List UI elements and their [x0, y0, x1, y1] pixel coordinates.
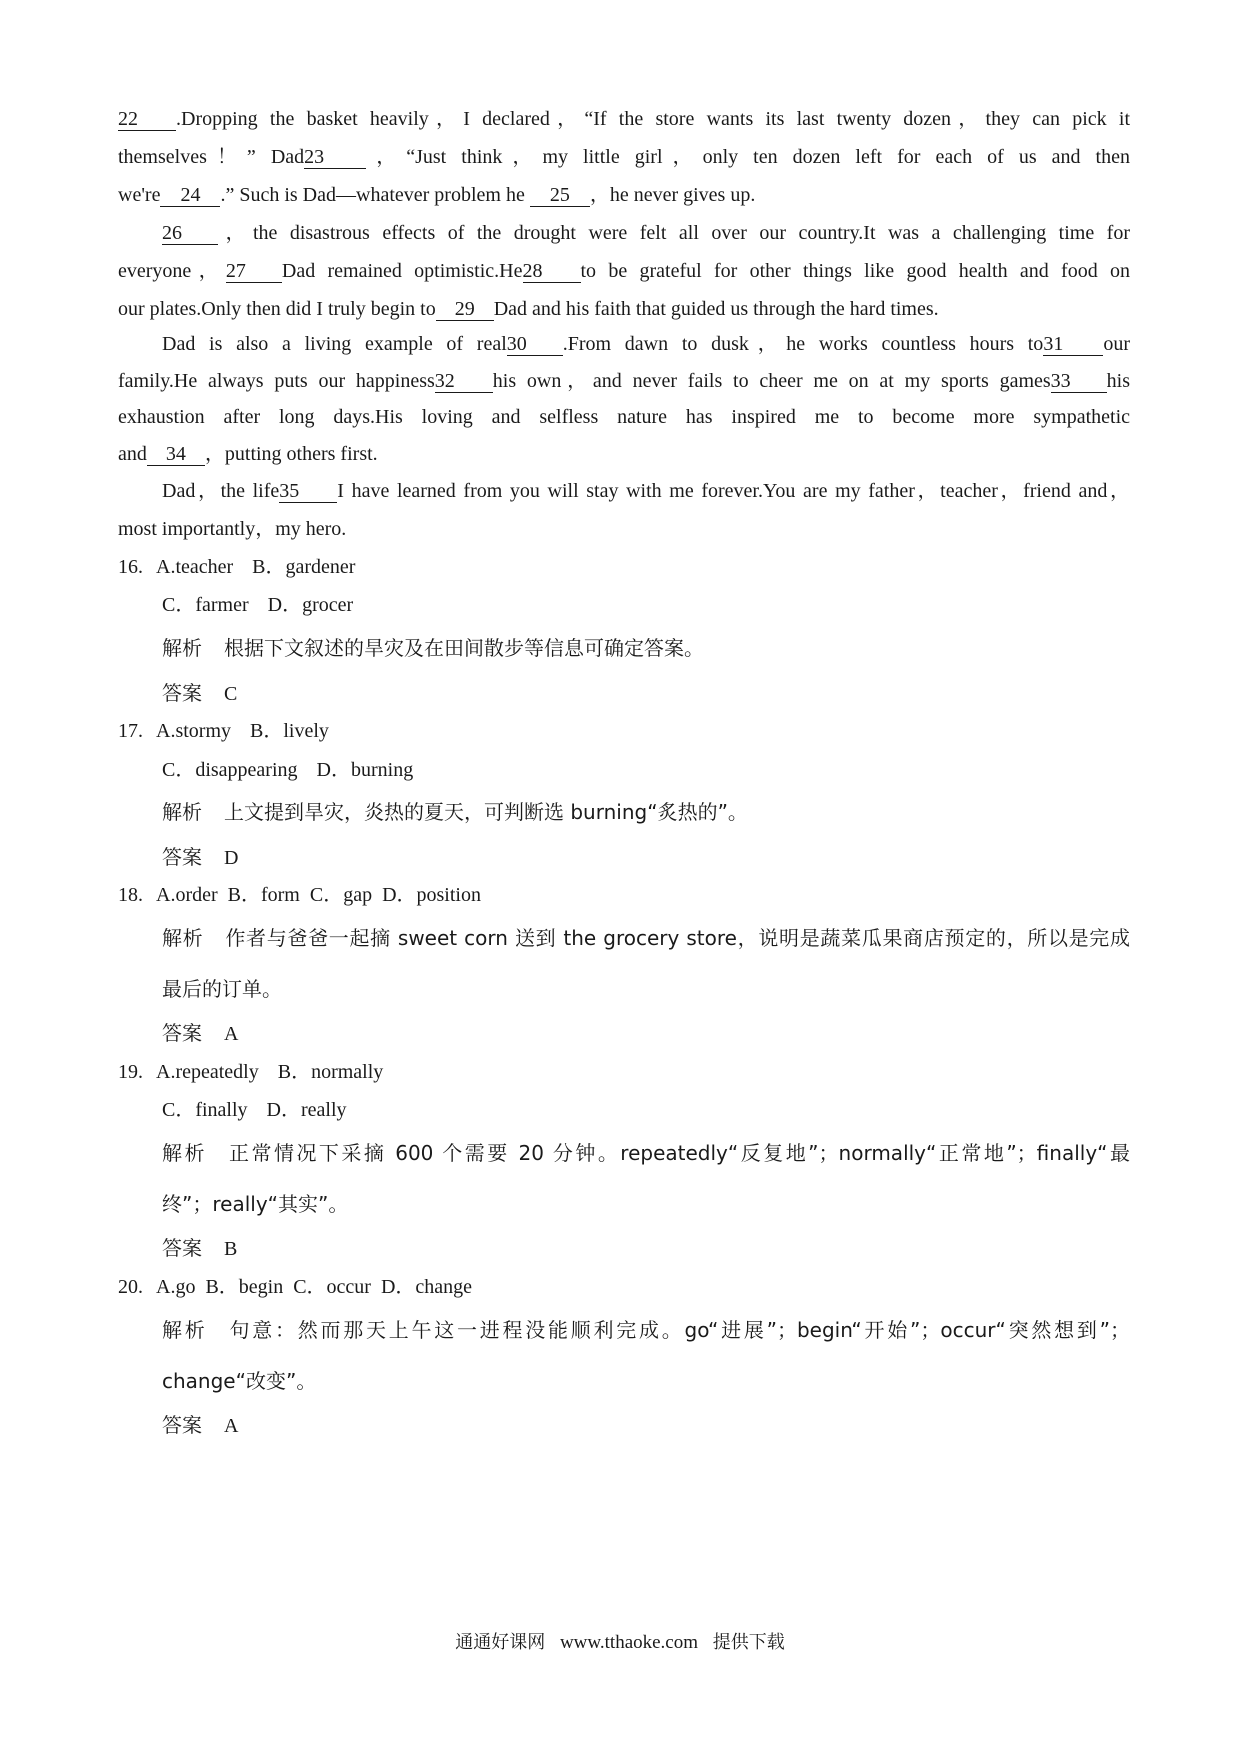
option-a: A.repeatedly	[156, 1061, 259, 1083]
passage-text: to be grateful for other things like good health and food on	[580, 260, 1131, 282]
question-16-analysis	[162, 634, 704, 663]
passage-line	[118, 105, 1130, 133]
option-a: A.teacher	[156, 556, 234, 578]
analysis-label: 解析	[162, 1318, 208, 1342]
question-number: 20.	[118, 1276, 143, 1298]
blank-25: 25	[530, 184, 590, 207]
question-18-analysis	[162, 924, 1130, 953]
footer-site-name: 通通好课网	[455, 1632, 546, 1653]
question-16-options-row1	[118, 553, 355, 581]
blank-34: 34	[147, 443, 205, 466]
passage-text: our	[1103, 333, 1130, 355]
blank-31: 31	[1043, 333, 1103, 356]
passage-text: ，the disastrous effects of the drought were felt all over our country.It was a challenging time for	[218, 222, 1130, 244]
passage-text: ，putting others first.	[204, 443, 378, 465]
blank-27: 27	[226, 260, 282, 283]
passage-text: Dad is also a living example of real	[162, 333, 507, 355]
analysis-label: 解析	[162, 1141, 207, 1165]
answer-value: A	[224, 1023, 239, 1045]
option-d: D．burning	[316, 759, 414, 781]
question-18-options	[118, 881, 481, 909]
page-footer	[0, 1630, 1240, 1656]
blank-26: 26	[162, 222, 218, 245]
passage-text: themselves！” Dad	[118, 146, 305, 168]
passage-line	[118, 143, 1130, 171]
option-c: C．disappearing	[162, 759, 298, 781]
analysis-text: 句意：然而那天上午这一进程没能顺利完成。go“进展”；begin“开始”；occur“突然想到”；	[229, 1318, 1130, 1342]
option-b: B．gardener	[252, 556, 356, 578]
passage-text: Dad and his faith that guided us through the hard times.	[493, 298, 939, 320]
analysis-label: 解析	[162, 926, 204, 950]
passage-line	[118, 181, 755, 209]
option-a: A.stormy	[156, 720, 231, 742]
blank-35: 35	[279, 480, 337, 503]
question-19-options-row1	[118, 1058, 383, 1086]
question-number: 17.	[118, 720, 143, 742]
option-d: D．really	[266, 1099, 347, 1121]
blank-30: 30	[507, 333, 563, 356]
blank-28: 28	[523, 260, 581, 283]
passage-text: family.He always puts our happiness	[118, 370, 435, 392]
passage-line	[118, 367, 1130, 395]
analysis-text: 作者与爸爸一起摘 sweet corn 送到 the grocery store，说明是蔬菜瓜果商店预定的，所以是完成	[225, 926, 1130, 950]
passage-line	[162, 330, 1130, 358]
passage-line	[118, 295, 939, 323]
answer-label: 答案	[162, 1021, 202, 1045]
question-20-answer	[162, 1411, 238, 1440]
option-b: B．lively	[250, 720, 329, 742]
passage-text: ，“Just think，my little girl，only ten dozen left for each of us and then	[366, 146, 1130, 168]
option-d: D．grocer	[267, 594, 354, 616]
blank-29: 29	[436, 298, 494, 321]
passage-line: most importantly，my hero.	[118, 518, 347, 540]
question-17-options-row1	[118, 717, 329, 745]
question-number: 19.	[118, 1061, 143, 1083]
blank-33: 33	[1051, 370, 1107, 393]
answer-label: 答案	[162, 1413, 202, 1437]
analysis-label: 解析	[162, 636, 202, 660]
passage-text: .From dawn to dusk，he works countless hours to	[562, 333, 1044, 355]
question-16-options-row2	[162, 591, 353, 619]
passage-text: our plates.Only then did I truly begin to	[118, 298, 436, 320]
answer-value: C	[224, 683, 238, 705]
question-19-analysis	[162, 1139, 1130, 1168]
question-19-options-row2	[162, 1096, 347, 1124]
answer-label: 答案	[162, 1236, 202, 1260]
passage-text: everyone，	[118, 260, 226, 282]
analysis-text: 最后的订单。	[162, 977, 282, 1001]
answer-label: 答案	[162, 845, 202, 869]
passage-text: I have learned from you will stay with me forever.You are my father，teacher，friend and，	[337, 480, 1130, 502]
passage-text: and	[118, 443, 147, 465]
footer-url[interactable]: www.tthaoke.com	[559, 1632, 699, 1653]
analysis-text: change“改变”。	[162, 1369, 317, 1393]
answer-label: 答案	[162, 681, 202, 705]
passage-text: .” Such is Dad—whatever problem he	[220, 184, 525, 206]
passage-text: Dad remained optimistic.He	[281, 260, 523, 282]
answer-value: A	[224, 1415, 239, 1437]
question-19-answer	[162, 1234, 237, 1263]
question-number: 16.	[118, 556, 143, 578]
question-number: 18.	[118, 884, 143, 906]
options-text: A.go B．begin C．occur D．change	[156, 1276, 473, 1298]
question-20-options	[118, 1273, 472, 1301]
question-17-analysis	[162, 798, 748, 827]
question-16-answer	[162, 679, 237, 708]
passage-text: his own，and never fails to cheer me on at my sports games	[492, 370, 1051, 392]
passage-line	[118, 440, 378, 468]
passage-text: .Dropping the basket heavily，I declared，“If the store wants its last twenty dozen，they can pick it	[176, 108, 1130, 130]
question-19-analysis-cont	[162, 1190, 348, 1219]
footer-download-text: 提供下载	[712, 1632, 785, 1653]
question-20-analysis	[162, 1316, 1130, 1345]
question-17-options-row2	[162, 756, 413, 784]
question-17-answer	[162, 843, 238, 872]
question-18-analysis-cont	[162, 975, 282, 1004]
analysis-text: 上文提到旱灾，炎热的夏天，可判断选 burning“炙热的”。	[224, 800, 748, 824]
blank-32: 32	[435, 370, 493, 393]
blank-22: 22	[118, 108, 176, 131]
analysis-text: 终”；really“其实”。	[162, 1192, 349, 1216]
answer-value: D	[224, 847, 239, 869]
analysis-text: 正常情况下采摘 600 个需要 20 分钟。repeatedly“反复地”；normally“正常地”；finally“最	[228, 1141, 1131, 1165]
options-text: A.order B．form C．gap D．position	[156, 884, 481, 906]
option-c: C．farmer	[162, 594, 249, 616]
passage-line: exhaustion after long days.His loving and selfless nature has inspired me to become more sympathetic	[118, 406, 1130, 428]
passage-text: his	[1106, 370, 1131, 392]
passage-line	[118, 257, 1130, 285]
question-18-answer	[162, 1019, 238, 1048]
question-20-analysis-cont	[162, 1367, 316, 1396]
blank-24: 24	[160, 184, 220, 207]
passage-text: Dad，the life	[162, 480, 280, 502]
option-b: B．normally	[277, 1061, 384, 1083]
passage-line	[162, 219, 1130, 247]
passage-text: we're	[118, 184, 161, 206]
passage-line	[162, 477, 1130, 505]
option-c: C．finally	[162, 1099, 248, 1121]
answer-value: B	[224, 1238, 238, 1260]
analysis-label: 解析	[162, 800, 202, 824]
analysis-text: 根据下文叙述的旱灾及在田间散步等信息可确定答案。	[224, 636, 704, 660]
passage-text: ，he never gives up.	[589, 184, 756, 206]
blank-23: 23	[304, 146, 366, 169]
